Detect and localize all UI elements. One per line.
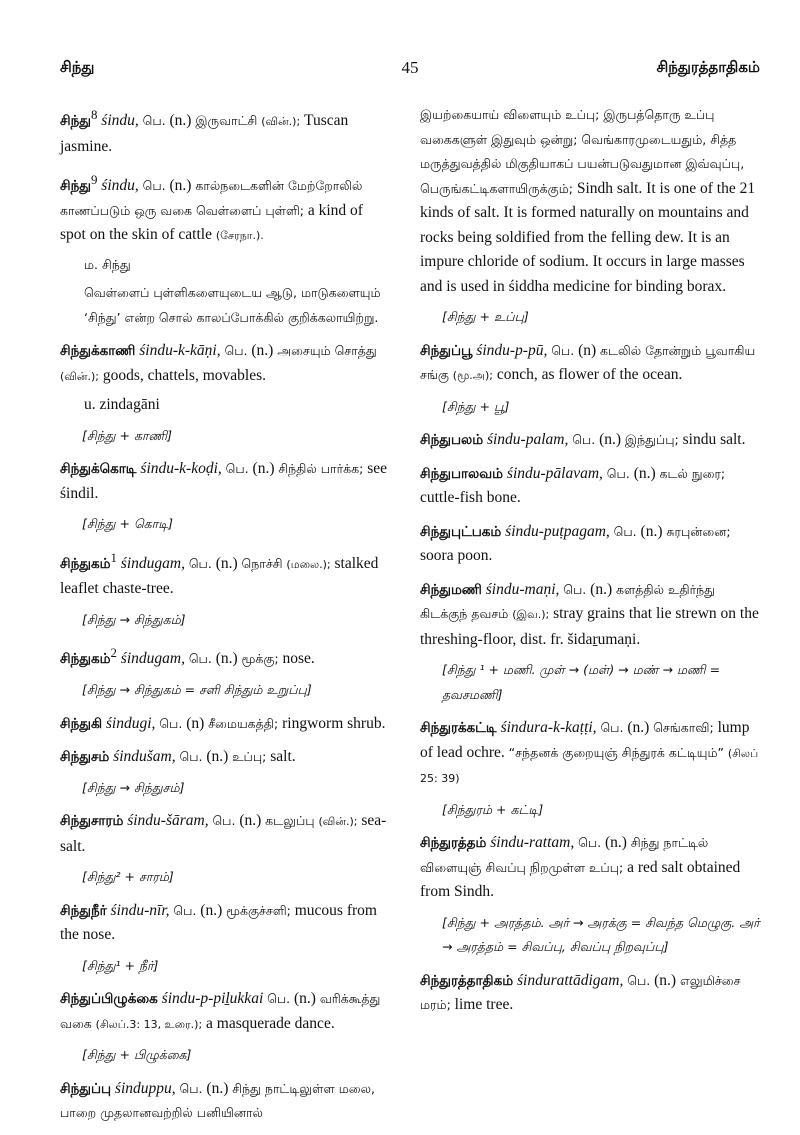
entry-tamil-definition: கடல் நுரை;: [659, 465, 726, 481]
homonym-number: 1: [110, 549, 117, 565]
entry-english-definition: see śindil.: [60, 460, 387, 502]
entry-pos: (n.): [169, 112, 192, 130]
entry-tamil-definition: களத்தில் உதிர்ந்து கிடக்குந் தவசம்: [420, 581, 715, 621]
entry-quotation: “சந்தனக் குறையுஞ் சிந்துரக் கட்டியும்”: [508, 744, 725, 760]
entry-tamil-definition: சிந்து நாட்டில் விளையுஞ் சிவப்பு நிறமுள்ள உப்பு;: [420, 835, 709, 875]
entry-english-definition: soora poon.: [420, 547, 493, 564]
entry-pos-tamil: பெ.: [142, 178, 166, 194]
entry-headword: சிந்துசம்: [60, 749, 110, 766]
entry-pos: (n.): [200, 901, 223, 919]
entry-pos-tamil: பெ.: [551, 342, 575, 358]
entry-usage-note: (மலை.);: [286, 557, 331, 571]
entry-etymology: [சிந்து → சிந்துகம் = சளி சிந்தும் உறுப்பு]: [82, 682, 312, 698]
entry-usage-note: (வின்.);: [318, 815, 358, 829]
dictionary-entry: [420, 428, 762, 453]
entry-pos-tamil: பெ.: [212, 813, 236, 829]
entry-pos: (n.): [590, 580, 613, 598]
entry-pos-tamil: பெ.: [142, 113, 166, 129]
dictionary-entry: [60, 1077, 388, 1126]
dictionary-entry: [60, 745, 388, 800]
entry-etymology: [சிந்து + பிழுக்கை]: [82, 1047, 192, 1063]
entry-tamil-definition: சீமையகத்தி;: [208, 715, 279, 731]
entry-pos-tamil: பெ.: [159, 715, 183, 731]
entry-pos: (n.): [215, 650, 238, 668]
entry-usage-note: (மூ.அ);: [452, 369, 493, 382]
entry-headword: சிந்துகி: [60, 715, 103, 732]
entry-english-definition: salt.: [270, 748, 296, 766]
entry-pos: (n.): [654, 971, 677, 989]
entry-usage-note: (சேரநா.).: [215, 229, 264, 243]
entry-transliteration: śindurattādigam,: [517, 971, 624, 989]
entry-transliteration: śindu-nīr,: [110, 901, 170, 919]
entry-transliteration: śinduppu,: [114, 1079, 176, 1097]
page-number: 45: [401, 58, 419, 77]
dictionary-entry: [60, 641, 388, 702]
entry-headword: சிந்துபுட்பகம்: [420, 523, 502, 540]
entry-transliteration: śindušam,: [113, 748, 176, 766]
entry-english-definition: sindu salt.: [682, 431, 746, 448]
entry-english-definition: nose.: [282, 650, 315, 668]
entry-pos: (n.): [599, 431, 622, 448]
entry-transliteration: śindu-k-kāṇi,: [139, 342, 221, 360]
entry-pos: (n.): [251, 342, 274, 360]
entry-english-definition: Sindh salt. It is one of the 21 kinds of salt. It is formed naturally on mountains and rocks being soldified from the felling dew. It is an impure chloride of sodium. It occurs in large masses and is used in śiddha medicine for binding borax.: [420, 179, 756, 295]
entry-pos-tamil: பெ.: [225, 461, 249, 477]
entry-headword: சிந்துசாரம்: [60, 813, 124, 830]
entry-cognate-note: ம. சிந்து: [84, 256, 131, 272]
entry-pos: (n.): [206, 1079, 229, 1097]
entry-pos: (n.): [169, 177, 192, 195]
entry-pos: (n): [186, 714, 205, 732]
entry-tamil-definition: இயற்கையாய் விளையும் உப்பு; இருபத்தொரு உப்பு வகைகளுள் இதுவும் ஒன்று; வெங்காரமுடையதும், சித்த மருத்துவத்தில் மிகுதியாகப் பயன்படுவதுமான இவ்வுப்பு, பெருங்கட்டிகளாயிருக்கும்;: [420, 107, 745, 196]
entry-pos: (n.): [627, 719, 650, 736]
entry-tamil-definition: சிந்து நாட்டிலுள்ள மலை, பாறை முதலானவற்றில் பனியினால்: [60, 1080, 375, 1121]
entry-etymology: [சிந்து → சிந்துகம்]: [82, 611, 186, 627]
dictionary-entry: [420, 831, 762, 960]
entry-pos-tamil: பெ.: [188, 651, 212, 667]
entry-headword: சிந்துப்பூ: [420, 342, 473, 359]
entry-pos: (n.): [252, 460, 275, 478]
entry-etymology: [சிந்து + கொடி]: [82, 516, 174, 532]
entry-headword: சிந்துபலம்: [420, 432, 484, 448]
entry-transliteration: śindu,: [101, 112, 139, 130]
entry-tamil-definition: இந்துப்பு;: [624, 432, 679, 447]
dictionary-entry: [60, 339, 388, 448]
entry-english-definition: goods, chattels, movables.: [102, 366, 266, 384]
entry-tamil-definition: அசையும் சொத்து: [277, 343, 377, 359]
entry-usage-note: (வின்.);: [60, 369, 99, 383]
entry-pos: (n.): [604, 834, 627, 851]
entry-usage-note: (வின்.);: [261, 115, 301, 129]
entry-quotation-reference: (சிலப் 25: 39): [420, 746, 759, 785]
entry-etymology: [சிந்துரம் + கட்டி]: [442, 801, 544, 817]
entry-cognate-note: u. zindagāni: [84, 396, 160, 414]
entry-pos-tamil: பெ.: [572, 432, 596, 447]
entry-tamil-definition: உப்பு;: [232, 749, 267, 765]
entry-headword: சிந்துரக்கட்டி: [420, 720, 497, 736]
homonym-number: 9: [90, 172, 98, 188]
entry-headword: சிந்து: [60, 178, 91, 195]
right-column: [420, 103, 762, 1027]
entry-etymology: [சிந்து + காணி]: [82, 427, 172, 443]
entry-transliteration: śindu,: [101, 177, 139, 195]
entry-pos-tamil: பெ.: [179, 749, 203, 765]
entry-tamil-definition: கடலுப்பு: [265, 813, 315, 829]
left-column: [60, 103, 388, 1135]
entry-transliteration: śindugam,: [120, 554, 185, 572]
entry-pos-tamil: பெ.: [606, 465, 630, 481]
entry-etymology: [சிந்து¹ + நீர்]: [82, 957, 159, 973]
entry-pos-tamil: பெ.: [600, 720, 624, 735]
dictionary-entry: [420, 716, 762, 822]
entry-transliteration: śindu-pālavam,: [506, 464, 603, 482]
dictionary-entry: [420, 578, 762, 708]
entry-headword: சிந்துபாலவம்: [420, 465, 504, 482]
entry-tamil-definition: சுரபுன்னை;: [666, 523, 731, 539]
dictionary-entry: [60, 103, 388, 159]
right-entries: [420, 339, 762, 1018]
entry-transliteration: śindu-puṭpagam,: [505, 522, 610, 540]
entry-tamil-definition: இருவாட்சி: [195, 113, 258, 129]
entry-pos: (n.): [640, 522, 663, 540]
entry-tamil-definition: மூக்கு;: [241, 651, 279, 667]
header-guide-word-left: சிந்து: [60, 58, 95, 76]
entry-pos-tamil: பெ.: [563, 581, 587, 597]
entry-etymology: [சிந்து + அரத்தம். அர் → அரக்கு = சிவந்த மெழுகு. அர் → அரத்தம் = சிவப்பு, சிவப்பு நிறவுப்பு]: [442, 914, 760, 954]
entry-transliteration: śindu-šāram,: [127, 812, 209, 830]
entry-english-definition: stray grains that lie strewn on the threshing-floor, dist. fr. šidaṟumaṇi.: [420, 605, 759, 648]
dictionary-entry: [420, 520, 762, 569]
entry-headword: சிந்துரத்தாதிகம்: [420, 972, 514, 989]
dictionary-entry: [60, 809, 388, 890]
entry-transliteration: śindu-k-koḍi,: [140, 460, 222, 478]
entry-pos: (n.): [239, 812, 262, 830]
entry-usage-note: (சிலப்.3: 13, உரை.);: [95, 1017, 203, 1031]
dictionary-entry: [60, 546, 388, 633]
entry-headword: சிந்துக்கொடி: [60, 461, 137, 478]
dictionary-entry: [60, 168, 388, 330]
entry-pos-tamil: பெ.: [188, 555, 212, 571]
entry-pos: (n): [578, 341, 597, 359]
entry-transliteration: śindugam,: [120, 650, 185, 668]
dictionary-entry: [420, 339, 762, 420]
entry-english-definition: lime tree.: [454, 996, 514, 1013]
entry-pos: (n.): [215, 554, 238, 572]
entry-english-definition: stalked leaflet chaste-tree.: [60, 554, 379, 598]
entry-tamil-definition: சிந்தில் பார்க்க;: [278, 461, 364, 477]
entry-cognate-note: வெள்ளைப் புள்ளிகளையுடைய ஆடு, மாடுகளையும் ‘சிந்து’ என்ற சொல் காலப்போக்கில் குறிக்கலாயிற்று.: [84, 285, 381, 325]
entry-transliteration: śindura-k-kaṭṭi,: [500, 719, 597, 736]
entry-continuation: [420, 103, 762, 330]
entry-transliteration: śindu-rattam,: [490, 834, 575, 851]
entry-etymology: [சிந்து + பூ]: [442, 398, 510, 414]
entry-headword: சிந்துரத்தம்: [420, 835, 487, 851]
entry-pos-tamil: பெ.: [578, 835, 602, 850]
entry-etymology: [சிந்து + உப்பு]: [442, 309, 529, 324]
entry-english-definition: a kind of spot on the skin of cattle: [60, 201, 363, 244]
entry-pos-tamil: பெ.: [613, 523, 637, 539]
entry-tamil-definition: வரிக்கூத்து வகை: [60, 991, 381, 1031]
entry-pos-tamil: பெ.: [224, 343, 248, 359]
entry-etymology: [சிந்து ¹ + மணி. முள் → (மள்) → மண் → மணி = தவசமணி]: [442, 662, 721, 702]
entry-tamil-definition: கடலில் தோன்றும் பூவாகிய சங்கு: [420, 342, 756, 382]
entry-english-definition: Tuscan jasmine.: [60, 112, 349, 155]
entry-headword: சிந்துப்பு: [60, 1080, 112, 1097]
entry-tamil-definition: மூக்குச்சளி;: [226, 902, 291, 918]
entry-headword: சிந்துப்பிழுக்கை: [60, 991, 158, 1008]
entry-headword: சிந்து: [60, 113, 91, 130]
dictionary-entry: [60, 987, 388, 1068]
entry-etymology: [சிந்து → சிந்துசம்]: [82, 779, 185, 795]
entry-pos-tamil: பெ.: [627, 972, 651, 988]
entry-pos: (n.): [206, 748, 229, 766]
entry-english-definition: cuttle-fish bone.: [420, 489, 521, 506]
dictionary-entry: [60, 712, 388, 737]
entry-headword: சிந்துக்காணி: [60, 343, 136, 360]
entry-pos: (n.): [633, 464, 656, 482]
entry-transliteration: śindu-maṇi,: [485, 580, 560, 598]
dictionary-entry: [420, 969, 762, 1018]
entry-english-definition: ringworm shrub.: [282, 714, 386, 732]
dictionary-entry: [60, 457, 388, 537]
entry-english-definition: a red salt obtained from Sindh.: [420, 858, 741, 900]
entry-english-definition: sea-salt.: [60, 812, 387, 855]
entry-headword: சிந்துமணி: [420, 581, 482, 598]
entry-tamil-definition: நொச்சி: [241, 555, 283, 571]
dictionary-entry: [60, 899, 388, 979]
entry-headword: சிந்துநீர்: [60, 902, 107, 919]
entry-transliteration: śindu-palam,: [486, 431, 569, 448]
homonym-number: 8: [90, 107, 98, 122]
entry-usage-note: (இவ.);: [512, 608, 550, 621]
entry-pos-tamil: பெ.: [179, 1080, 203, 1096]
entry-pos: (n.): [294, 990, 316, 1008]
entry-tamil-definition: செங்காவி;: [653, 720, 714, 735]
entry-transliteration: śindugi,: [105, 714, 156, 732]
entry-tamil-definition: எலுமிச்சை மரம்;: [420, 972, 741, 1012]
entry-tamil-definition: கால்நடைகளின் மேற்றோலில் காணப்படும் ஒரு வகை வெள்ளைப் புள்ளி;: [60, 178, 363, 218]
entry-headword: சிந்துகம்: [60, 651, 111, 668]
dictionary-entry: [420, 462, 762, 511]
entry-transliteration: śindu-p-piḻukkai: [161, 990, 264, 1008]
entry-pos-tamil: பெ.: [173, 902, 197, 918]
header-guide-word-right: சிந்துரத்தாதிகம்: [656, 58, 760, 76]
page-header: [60, 58, 760, 84]
entry-english-definition: a masquerade dance.: [206, 1014, 335, 1032]
entry-english-definition: mucous from the nose.: [60, 901, 377, 944]
entry-transliteration: śindu-p-pū,: [476, 341, 548, 359]
entry-english-definition: conch, as flower of the ocean.: [496, 366, 683, 383]
entry-headword: சிந்துகம்: [60, 555, 111, 572]
homonym-number: 2: [110, 645, 117, 661]
entry-etymology: [சிந்து² + சாரம்]: [82, 869, 174, 885]
entry-english-definition: lump of lead ochre.: [420, 719, 750, 761]
entry-pos-tamil: பெ.: [267, 991, 291, 1007]
